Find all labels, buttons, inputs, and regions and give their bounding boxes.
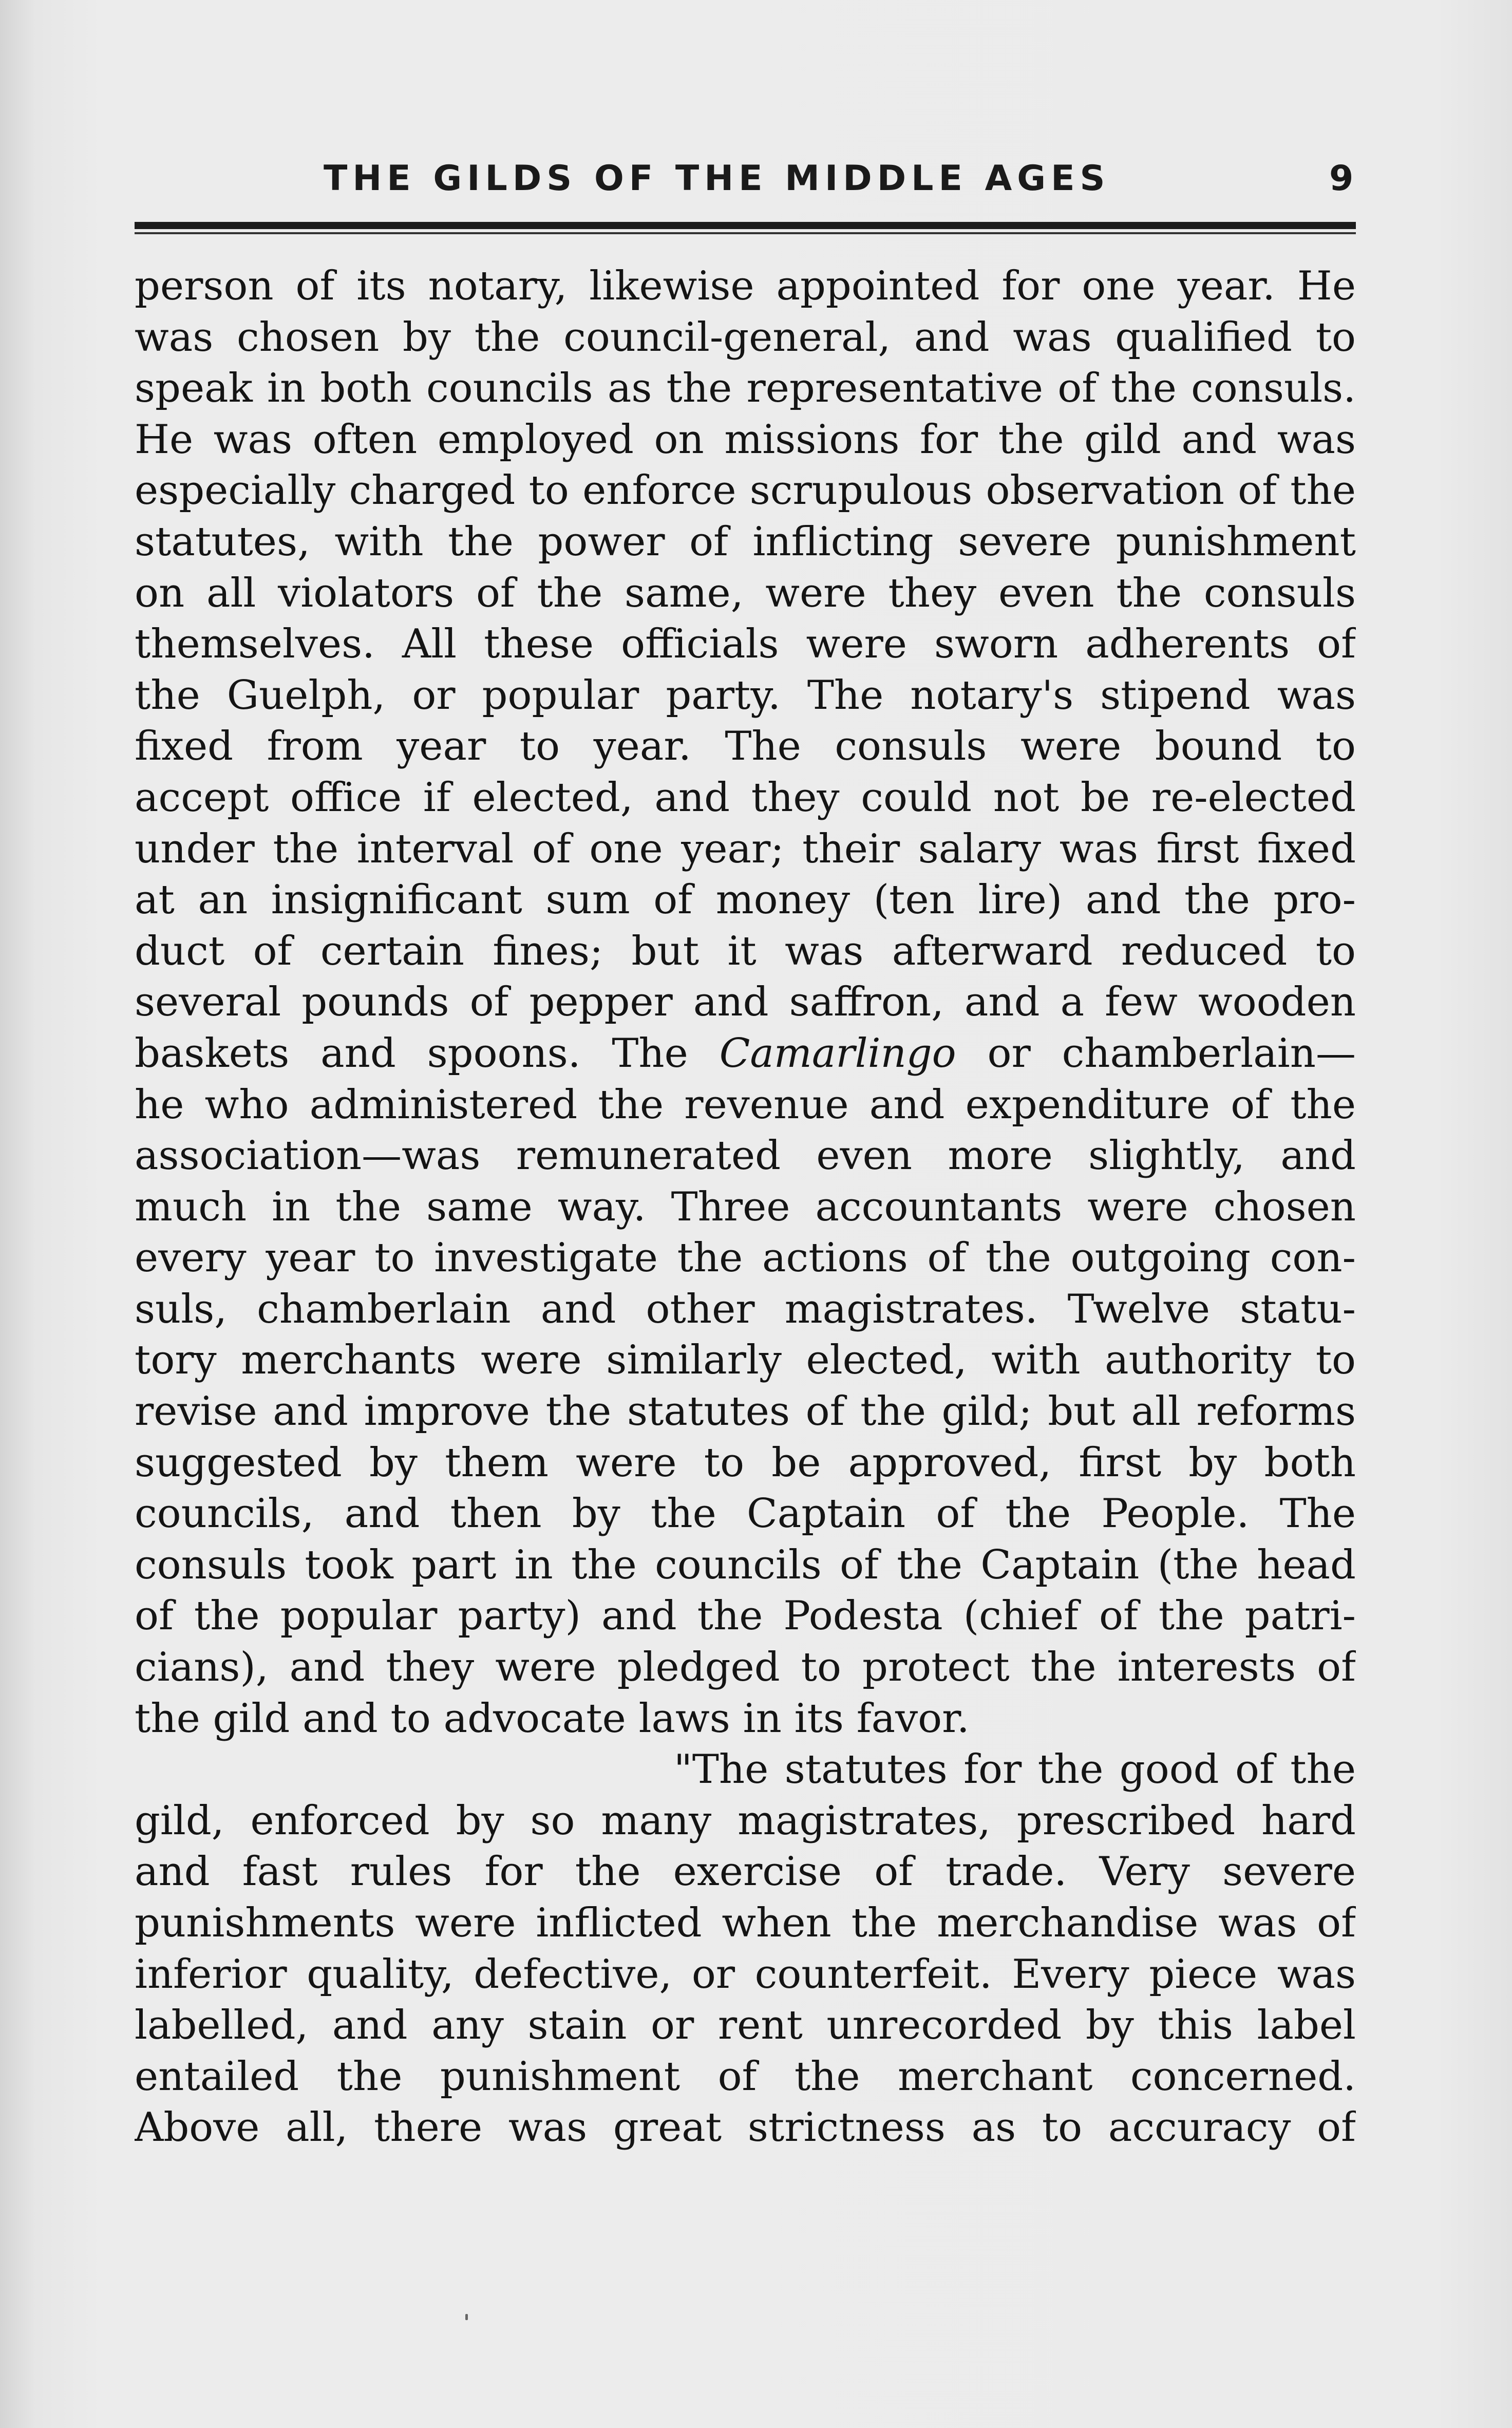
page-number: 9 — [1329, 158, 1354, 199]
text-line: and fast rules for the exercise of trade. Very severe — [135, 1849, 1356, 1895]
running-head-title: THE GILDS OF THE MIDDLE AGES — [324, 158, 1110, 199]
text-line: much in the same way. Three accountants were chosen — [135, 1183, 1356, 1230]
text-line: punishments were inflicted when the merchandise was of — [135, 1900, 1356, 1946]
header-rule-thin — [135, 232, 1356, 234]
text-line: at an insignificant sum of money (ten lire) and the pro- — [135, 877, 1356, 924]
text-line: suggested by them were to be approved, first by both — [135, 1439, 1356, 1486]
text-line: association—was remunerated even more slightly, and — [135, 1133, 1356, 1179]
text-segment: or chamberlain— — [956, 1030, 1356, 1077]
text-line: He was often employed on missions for the gild and was — [135, 416, 1356, 463]
text-line: several pounds of pepper and saffron, and a few wooden — [135, 979, 1356, 1026]
quote-opening-line: "The statutes for the good of the — [674, 1746, 1356, 1793]
text-line: inferior quality, defective, or counterfeit. Every piece was — [135, 1951, 1356, 1998]
text-line: revise and improve the statutes of the gild; but all reforms — [135, 1388, 1356, 1435]
text-line: under the interval of one year; their salary was first fixed — [135, 825, 1356, 872]
text-line: statutes, with the power of inflicting severe punishment — [135, 518, 1356, 565]
paper-speck — [465, 2314, 468, 2320]
text-line: was chosen by the council-general, and was qualified to — [135, 314, 1356, 361]
text-line-with-italic — [135, 1028, 1356, 1080]
text-line: labelled, and any stain or rent unrecorded by this label — [135, 2002, 1356, 2049]
text-line: suls, chamberlain and other magistrates. Twelve statu- — [135, 1286, 1356, 1332]
text-line: the Guelph, or popular party. The notary's stipend was — [135, 672, 1356, 719]
body-text — [135, 261, 1356, 2154]
text-line: entailed the punishment of the merchant concerned. — [135, 2053, 1356, 2100]
italic-term: Camarlingo — [719, 1030, 956, 1077]
text-line: accept office if elected, and they could not be re-elected — [135, 774, 1356, 821]
text-line: consuls took part in the councils of the Captain (the head — [135, 1541, 1356, 1588]
text-line: on all violators of the same, were they even the consuls — [135, 570, 1356, 616]
text-line: gild, enforced by so many magistrates, prescribed hard — [135, 1797, 1356, 1844]
text-line: speak in both councils as the representative of the consuls. — [135, 365, 1356, 412]
text-segment: baskets and spoons. The — [135, 1030, 720, 1077]
text-line: themselves. All these officials were sworn adherents of — [135, 621, 1356, 668]
text-line: cians), and they were pledged to protect the interests of — [135, 1644, 1356, 1691]
text-line: especially charged to enforce scrupulous observation of the — [135, 467, 1356, 514]
text-line: of the popular party) and the Podesta (chief of the patri- — [135, 1593, 1356, 1640]
text-line: Above all, there was great strictness as to accuracy of — [135, 2104, 1356, 2151]
text-line: duct of certain fines; but it was afterward reduced to — [135, 928, 1356, 974]
header-rule-thick — [135, 222, 1356, 229]
text-line: every year to investigate the actions of the outgoing con- — [135, 1235, 1356, 1282]
text-line: person of its notary, likewise appointed for one year. He — [135, 263, 1356, 309]
text-line: councils, and then by the Captain of the People. The — [135, 1491, 1356, 1537]
text-line: tory merchants were similarly elected, with authority to — [135, 1337, 1356, 1384]
text-line: fixed from year to year. The consuls were bound to — [135, 723, 1356, 770]
paragraph-end-line: the gild and to advocate laws in its favor. — [135, 1695, 970, 1742]
text-line: he who administered the revenue and expenditure of the — [135, 1081, 1356, 1128]
